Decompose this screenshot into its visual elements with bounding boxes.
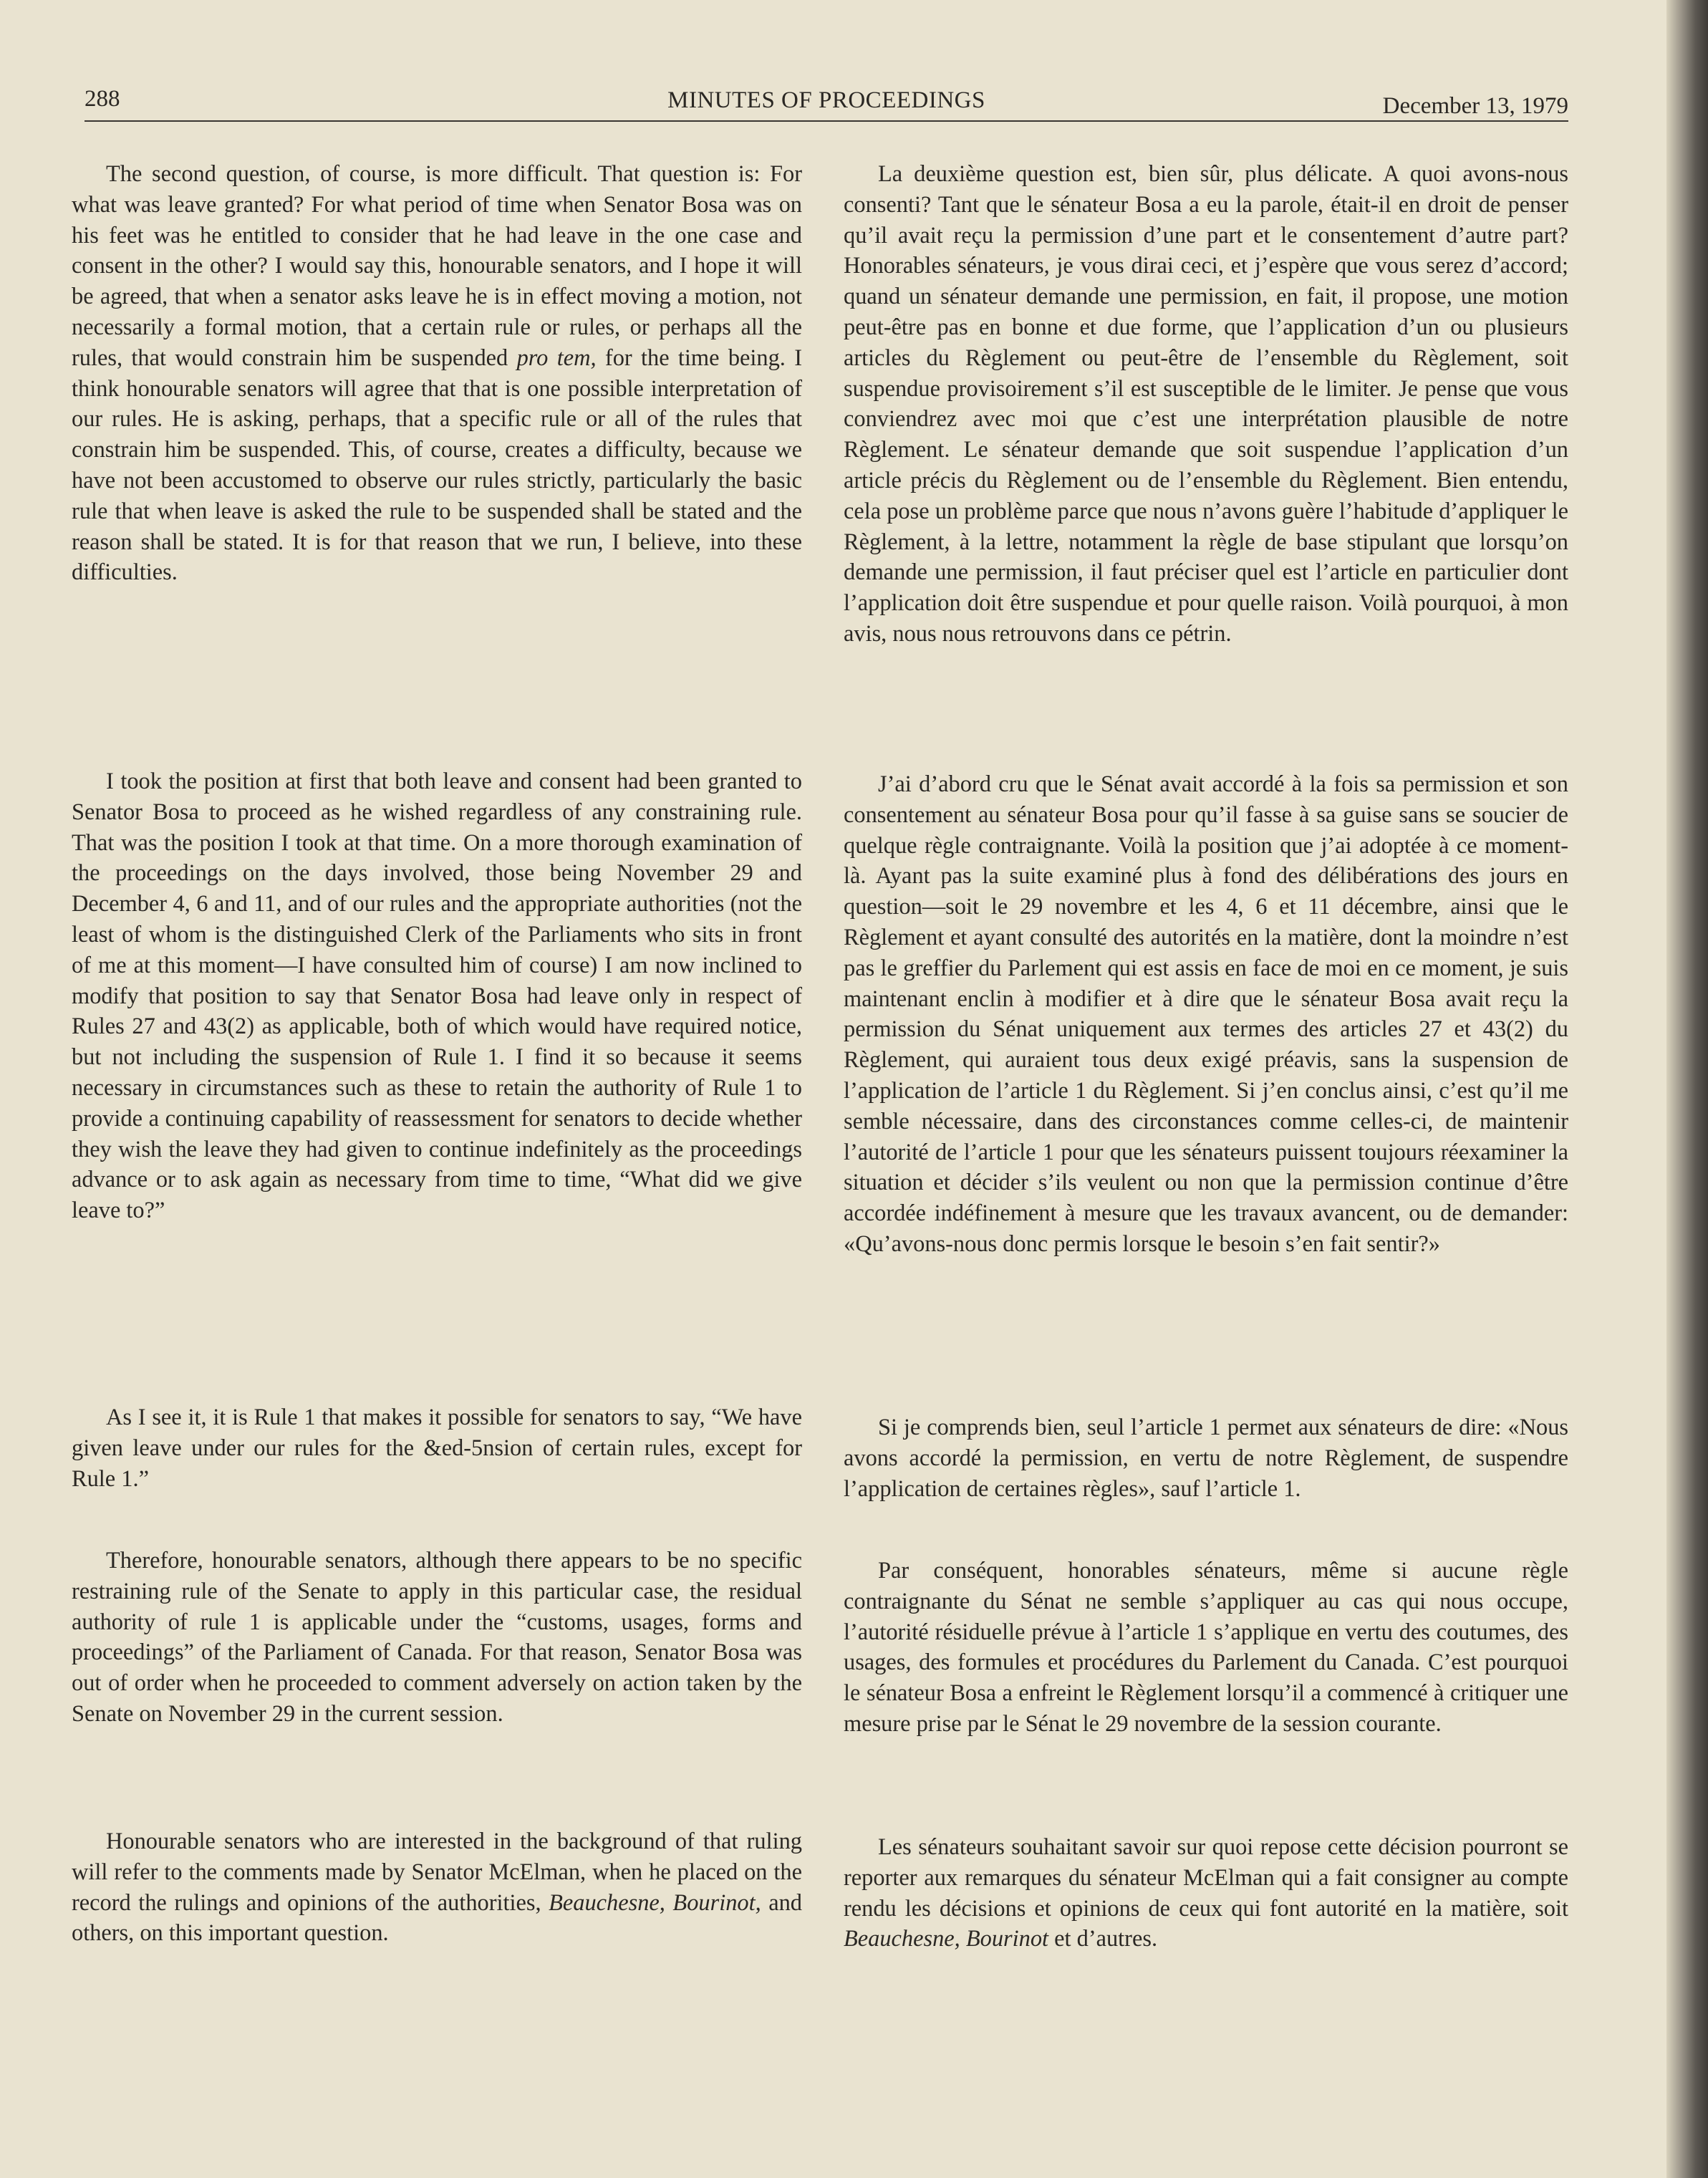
- english-paragraph-1-italic: pro tem,: [516, 344, 597, 371]
- english-paragraph-1: [72, 159, 802, 588]
- french-paragraph-4: Par conséquent, honorables sénateurs, même si aucune règle contraignante du Sénat ne semble s’appliquer au cas qui nous occupe, l’autorité résiduelle prévue à l’article 1 s’applique en vertu des coutumes, des usages, des formules et procédures du Parlement du Canada. C’est pourquoi le sénateur Bosa a enfreint le Règlement lorsqu’il a commencé à critiquer une mesure prise par le Sénat le 29 novembre de la session courante.: [844, 1558, 1568, 1737]
- page-number: 288: [85, 86, 120, 112]
- french-paragraph-3: Si je comprends bien, seul l’article 1 permet aux sénateurs de dire: «Nous avons accordé la permission, en vertu de notre Règlement, de suspendre l’application de certaines règles», sauf l’article 1.: [844, 1415, 1568, 1502]
- french-paragraph-5-text-b: et d’autres.: [1048, 1926, 1158, 1952]
- english-paragraph-5-italic: Beauchesne, Bourinot,: [549, 1889, 761, 1916]
- english-paragraph-5: [72, 1826, 802, 1949]
- header-date: December 13, 1979: [1382, 93, 1568, 119]
- french-paragraph-1: La deuxième question est, bien sûr, plus délicate. A quoi avons-nous consenti? Tant que le sénateur Bosa a eu la parole, était-il en droit de penser qu’il avait reçu la permission d’une part et le consentement d’autre part? Honorables sénateurs, je vous dirai ceci, et j’espère que vous serez d’accord; quand un sénateur demande une permission, en fait, il propose, une motion peut-être pas en bonne et due forme, que l’application d’un ou plusieurs articles du Règlement ou peut-être de l’ensemble du Règlement, soit suspendue provisoirement s’il est susceptible de le limiter. Je pense que vous conviendrez avec moi que c’est une interprétation plausible de notre Règlement. Le sénateur demande que soit suspendue l’application d’un article précis du Règlement ou de l’ensemble du Règlement. Bien entendu, cela pose un problème parce que nous n’avons guère l’habitude d’appliquer le Règlement, à la lettre, notamment la règle de base stipulant que lorsqu’on demande une permission, il faut préciser quel est l’article en particulier dont l’application doit être suspendue et pour quelle raison. Voilà pourquoi, à mon avis, nous nous retrouvons dans ce pétrin.: [844, 161, 1568, 647]
- french-paragraph-5-text-a: Les sénateurs souhaitant savoir sur quoi repose cette décision pourront se reporter aux remarques du sénateur McElman qui a fait consigner au compte rendu les décisions et opinions de ceux qui font autorité en la matière, soit: [844, 1834, 1568, 1922]
- english-paragraph-1-text-a: The second question, of course, is more difficult. That question is: For what was leave granted? For what period of time when Senator Bosa was on his feet was he entitled to consider that he had leave in the one case and consent in the other? I would say this, honourable senators, and I hope it will be agreed, that when a senator asks leave he is in effect moving a motion, not necessarily a formal motion, that a certain rule or rules, or perhaps all the rules, that would constrain him be suspended: [72, 161, 802, 371]
- page-header: [85, 80, 1568, 129]
- english-paragraph-3: As I see it, it is Rule 1 that makes it possible for senators to say, “We have given leave under our rules for the &ed-5nsion of certain rules, except for Rule 1.”: [72, 1404, 802, 1492]
- english-paragraph-4: Therefore, honourable senators, although there appears to be no specific restraining rule of the Senate to apply in this particular case, the residual authority of rule 1 is applicable under the “customs, usages, forms and proceedings” of the Parliament of Canada. For that reason, Senator Bosa was out of order when he proceeded to comment adversely on action taken by the Senate on November 29 in the current session.: [72, 1548, 802, 1727]
- french-paragraph-5: [844, 1832, 1568, 1955]
- english-paragraph-5-text-b: and others, on this important question.: [72, 1889, 802, 1947]
- french-paragraph-2: J’ai d’abord cru que le Sénat avait accordé à la fois sa permission et son consentement au sénateur Bosa pour qu’il fasse à sa guise sans se soucier de quelque règle contraignante. Voilà la position que j’ai adoptée à ce moment-là. Ayant pas la suite examiné plus à fond des délibérations des jours en question—soit le 29 novembre et les 4, 6 et 11 décembre, ainsi que le Règlement et ayant consulté des autorités en la matière, dont la moindre n’est pas le greffier du Parlement qui est assis en face de moi en ce moment, je suis maintenant enclin à modifier et à dire que le sénateur Bosa avait reçu la permission du Sénat uniquement aux termes des articles 27 et 43(2) du Règlement, qui auraient tous deux exigé préavis, sans la suspension de l’application de l’article 1 du Règlement. Si j’en conclus ainsi, c’est qu’il me semble nécessaire, dans des circonstances comme celles-ci, de maintenir l’autorité de l’article 1 pour que les sénateurs puissent toujours réexaminer la situation et décider s’ils veulent ou non que la permission continue d’être accordée indéfinement à mesure que les travaux avancent, ou de demander: «Qu’avons-nous donc permis lorsque le besoin s’en fait sentir?»: [844, 771, 1568, 1257]
- running-title: MINUTES OF PROCEEDINGS: [667, 87, 985, 113]
- french-paragraph-5-italic: Beauchesne, Bourinot: [844, 1926, 1049, 1952]
- header-rule: [85, 120, 1568, 122]
- english-paragraph-1-text-b: for the time being. I think honourable senators will agree that that is one possible interpretation of our rules. He is asking, perhaps, that a specific rule or all of the rules that constrain him be suspended. This, of course, creates a difficulty, because we have not been accustomed to observe our rules strictly, particularly the basic rule that when leave is asked the rule to be suspended shall be stated and the reason shall be stated. It is for that reason that we run, I believe, into these difficulties.: [72, 344, 802, 586]
- english-paragraph-5-text-a: Honourable senators who are interested in the background of that ruling will refer to the comments made by Senator McElman, when he placed on the record the rulings and opinions of the authorities,: [72, 1828, 802, 1916]
- english-paragraph-2: I took the position at first that both leave and consent had been granted to Senator Bosa to proceed as he wished regardless of any constraining rule. That was the position I took at that time. On a more thorough examination of the proceedings on the days involved, those being November 29 and December 4, 6 and 11, and of our rules and the appropriate authorities (not the least of whom is the distinguished Clerk of the Parliaments who sits in front of me at this moment—I have consulted him of course) I am now inclined to modify that position to say that Senator Bosa had leave only in respect of Rules 27 and 43(2) as applicable, both of which would have required notice, but not including the suspension of Rule 1. I find it so because it seems necessary in circumstances such as these to retain the authority of Rule 1 to provide a continuing capability of reassessment for senators to decide whether they wish the leave they had given to continue indefinitely as the proceedings advance or to ask again as necessary from time to time, “What did we give leave to?”: [72, 768, 802, 1224]
- book-binding-edge: [1666, 0, 1708, 2178]
